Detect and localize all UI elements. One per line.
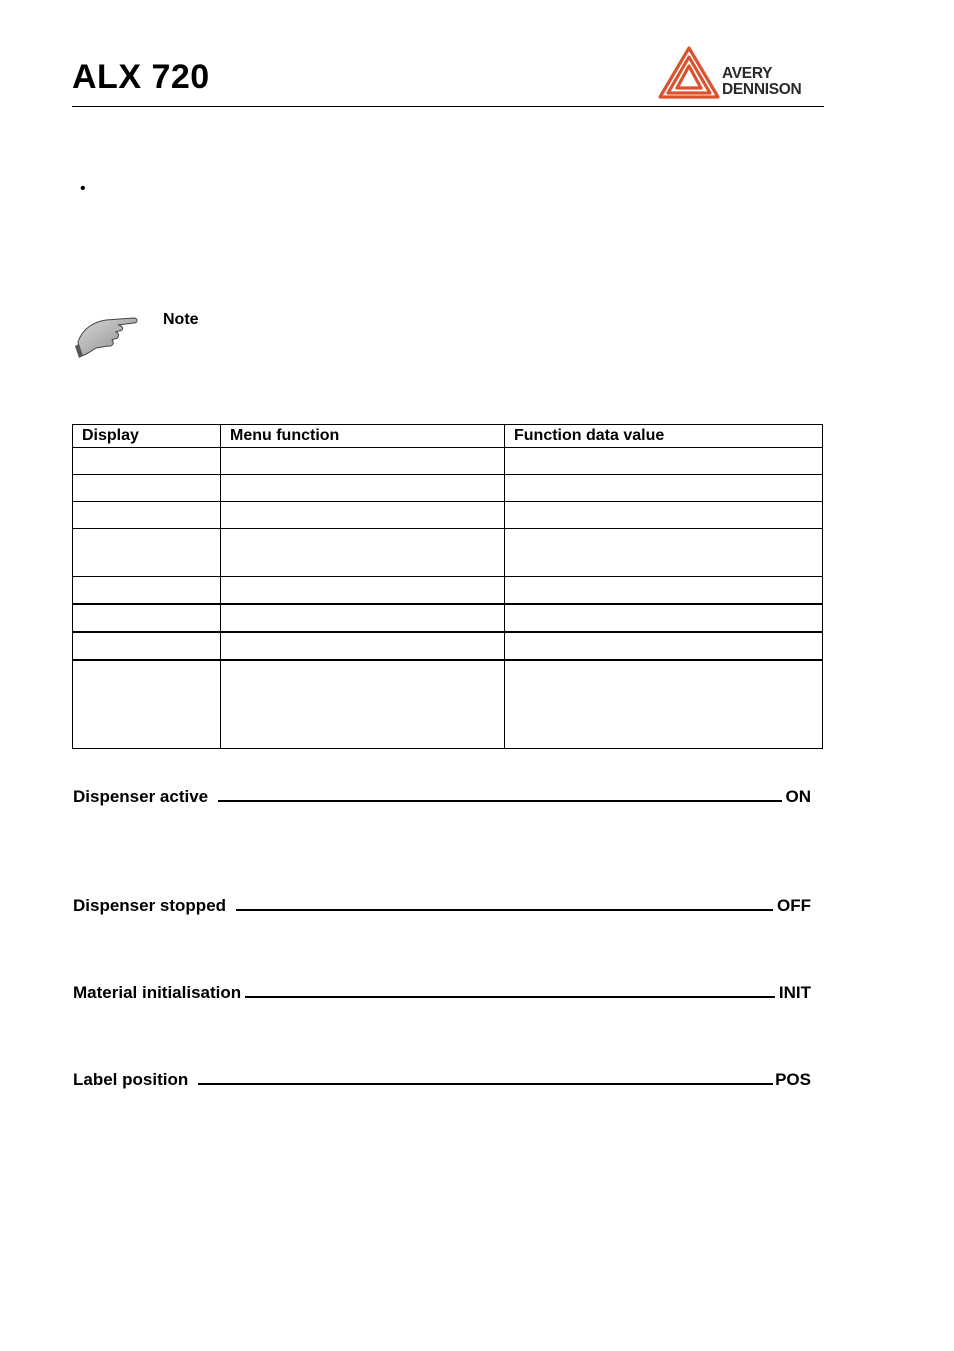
column-header-menu-function: Menu function bbox=[221, 425, 505, 448]
logo-line-2: DENNISON bbox=[722, 81, 802, 98]
leader-line bbox=[198, 1071, 773, 1085]
leader-line bbox=[245, 984, 775, 998]
mode-value: OFF bbox=[777, 896, 811, 915]
mode-value: INIT bbox=[778, 983, 811, 1002]
table-header-row bbox=[73, 425, 823, 448]
table-row bbox=[73, 529, 823, 577]
table-row bbox=[73, 632, 823, 660]
menu-function-table bbox=[72, 424, 823, 749]
mode-value: POS bbox=[775, 1070, 811, 1089]
table-row bbox=[73, 660, 823, 749]
mode-label-position bbox=[73, 1070, 811, 1090]
header-divider bbox=[72, 106, 824, 107]
bullet-point: • bbox=[80, 180, 86, 197]
mode-label: Dispenser stopped bbox=[73, 896, 227, 915]
table-row bbox=[73, 502, 823, 529]
column-header-display: Display bbox=[73, 425, 221, 448]
logo-wordmark bbox=[722, 66, 801, 98]
logo-line-1: AVERY bbox=[722, 65, 773, 82]
mode-dispenser-stopped bbox=[73, 896, 811, 916]
mode-value: ON bbox=[785, 787, 811, 806]
column-header-function-data-value: Function data value bbox=[505, 425, 823, 448]
leader-line bbox=[236, 897, 773, 911]
mode-label: Label position bbox=[73, 1070, 189, 1089]
mode-label: Dispenser active bbox=[73, 787, 209, 806]
leader-line bbox=[218, 788, 781, 802]
table-row bbox=[73, 604, 823, 632]
document-title: ALX 720 bbox=[72, 58, 210, 96]
note-label: Note bbox=[163, 311, 199, 328]
table-row bbox=[73, 577, 823, 605]
mode-label: Material initialisation bbox=[73, 983, 242, 1002]
mode-dispenser-active bbox=[73, 787, 811, 807]
mode-material-initialisation bbox=[73, 983, 811, 1003]
table-row bbox=[73, 448, 823, 475]
table-row bbox=[73, 475, 823, 502]
pointing-hand-icon bbox=[72, 312, 148, 362]
